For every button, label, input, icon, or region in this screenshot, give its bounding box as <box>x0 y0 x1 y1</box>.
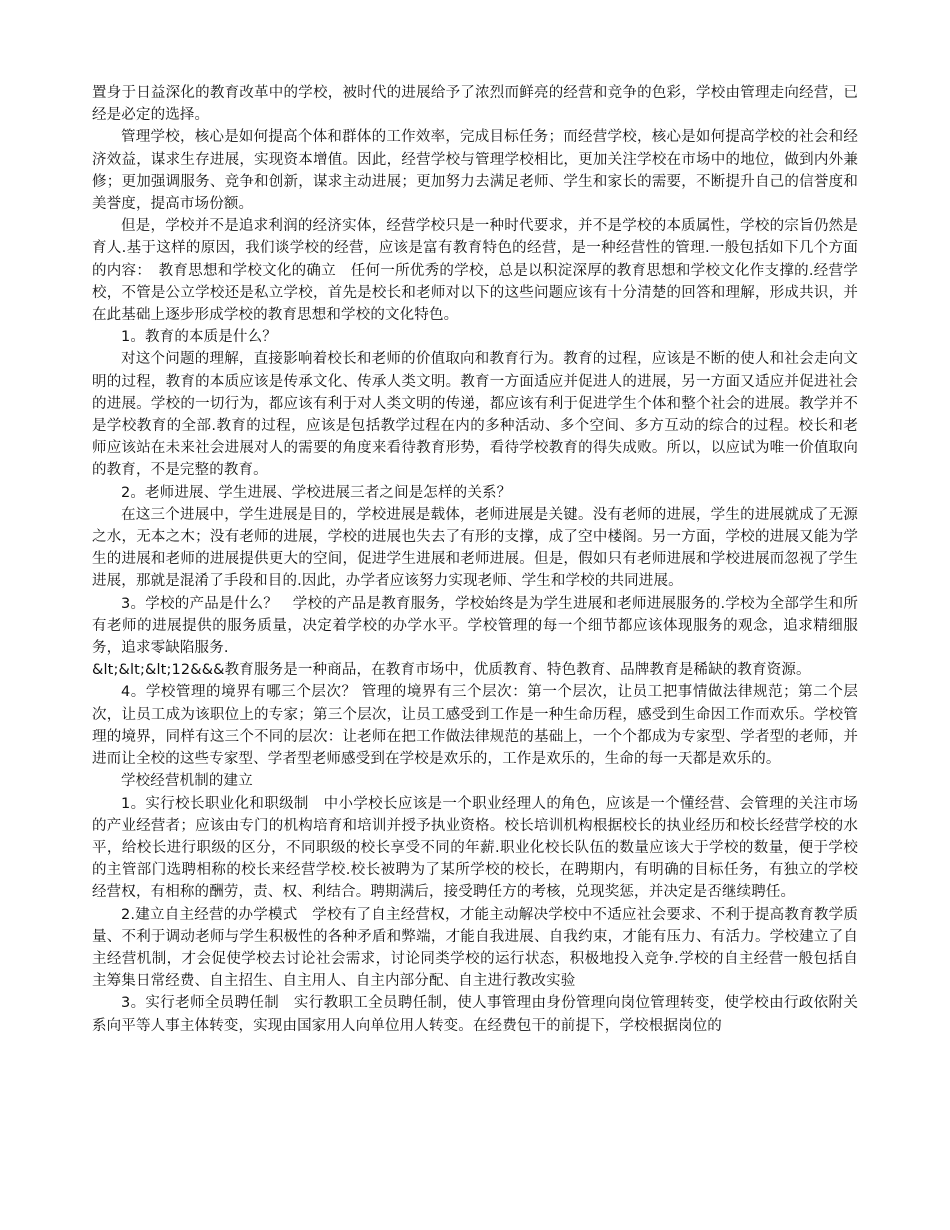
paragraph-intro: 置身于日益深化的教育改革中的学校，被时代的进展给予了浓烈而鲜亮的经营和竞争的色彩，学校由管理走向经营，已经是必定的选择。 <box>92 85 858 124</box>
question-heading-1: 1。教育的本质是什么？ <box>121 329 277 346</box>
paragraph-principal-professional: 1。实行校长职业化和职级制 中小学校长应该是一个职业经理人的角色，应该是一个懂经营、会管理的关注市场的产业经营者；应该由专门的机构培育和培训并授予执业资格。校长培训机构根据校长的执业经历和校长经营学校的水平，给校长进行职级的区分，不同职级的校长享受不同的年薪.职业化校长队伍的数量应该大于学校的数量，便于学校的主管部门选聘相称的校长来经营学校.校长被聘为了某所学校的校长，在聘期内，有明确的目标任务，有独立的学校经营权，有相称的酬劳，责、权、利结合。聘期满后，接受聘任方的考核，兑现奖惩，并决定是否继续聘任。 <box>92 795 858 901</box>
paragraph-school-product: 3。学校的产品是什么？ 学校的产品是教育服务，学校始终是为学生进展和老师进展服务的.学校为全部学生和所有老师的进展提供的服务质量，决定着学校的办学水平。学校管理的每一个细节都应该体现服务的观念，追求精细服务，追求零缺陷服务. <box>92 595 858 657</box>
section-heading-mechanism: 学校经营机制的建立 <box>121 773 253 790</box>
paragraph-education-culture: 但是，学校并不是追求利润的经济实体，经营学校只是一种时代要求，并不是学校的本质属性，学校的宗旨仍然是育人.基于这样的原因，我们谈学校的经营，应该是富有教育特色的经营，是一种经营性的管理.一般包括如下几个方面的内容： 教育思想和学校文化的确立 任何一所优秀的学校，总是以积淀深厚的教育思想和学校文化作支撑的.经营学校，不管是公立学校还是私立学校，首先是校长和老师对以下的这些问题应该有十分清楚的回答和理解，形成共识，并在此基础上逐步形成学校的教育思想和学校的文化特色。 <box>92 218 858 324</box>
paragraph-teacher-appointment: 3。实行老师全员聘任制 实行教职工全员聘任制，使人事管理由身份管理向岗位管理转变，使学校由行政依附关系向平等人事主体转变，实现由国家用人向单位用人转变。在经费包干的前提下，学校根据岗位的 <box>92 995 858 1034</box>
paragraph-management-levels: 4。学校管理的境界有哪三个层次？ 管理的境界有三个层次：第一个层次，让员工把事情做法律规范；第二个层次，让员工成为该职位上的专家；第三个层次，让员工感受到工作是一种生命历程，感受到生命因工作而欢乐。学校管理的境界，同样有这三个不同的层次：让老师在把工作做法律规范的基础上，一个个都成为专家型、学者型的老师，并进而让全校的这些专家型、学者型老师感受到在学校是欢乐的，工作是欢乐的，生命的每一天都是欢乐的。 <box>92 684 858 768</box>
document-body <box>92 82 858 1037</box>
paragraph-three-developments: 在这三个进展中，学生进展是目的，学校进展是载体，老师进展是关键。没有老师的进展，学生的进展就成了无源之水，无本之木；没有老师的进展，学校的进展也失去了有形的支撑，成了空中楼阁。另一方面，学校的进展又能为学生的进展和老师的进展提供更大的空间，促进学生进展和老师进展。但是，假如只有老师进展和学校进展而忽视了学生进展，那就是混淆了手段和目的.因此，办学者应该努力实现老师、学生和学校的共同进展。 <box>92 506 858 590</box>
paragraph-education-essence: 对这个问题的理解，直接影响着校长和老师的价值取向和教育行为。教育的过程，应该是不断的使人和社会走向文明的过程，教育的本质应该是传承文化、传承人类文明。教育一方面适应并促进人的进展，另一方面又适应并促进社会的进展。学校的一切行为，都应该有利于对人类文明的传递，都应该有利于促进学生个体和整个社会的进展。教学并不是学校教育的全部.教育的过程，应该是包括教学过程在内的多种活动、多个空间、多方互动的综合的过程。校长和老师应该站在未来社会进展对人的需要的角度来看待教育形势，看待学校教育的得失成败。所以，以应试为唯一价值取向的教育，不是完整的教育。 <box>92 351 858 479</box>
paragraph-autonomous-operation: 2.建立自主经营的办学模式 学校有了自主经营权，才能主动解决学校中不适应社会要求、不利于提高教育教学质量、不利于调动老师与学生积极性的各种矛盾和弊端，才能自我进展、自我约束，才能有压力、有活力。学校建立了自主经营机制，才会促使学校去讨论社会需求，讨论同类学校的运行状态，积极地投入竞争.学校的自主经营一般包括自主筹集日常经费、自主招生、自主用人、自主内部分配、自主进行教改实验 <box>92 906 858 990</box>
question-heading-2: 2。老师进展、学生进展、学校进展三者之间是怎样的关系？ <box>121 484 512 501</box>
paragraph-management-vs-operation: 管理学校，核心是如何提高个体和群体的工作效率，完成目标任务；而经营学校，核心是如何提高学校的社会和经济效益，谋求生存进展，实现资本增值。因此，经营学校与管理学校相比，更加关注学校在市场中的地位，做到内外兼修；更加强调服务、竞争和创新，谋求主动进展；更加努力去满足老师、学生和家长的需要，不断提升自己的信誉度和美誉度，提高市场份额。 <box>92 129 858 213</box>
paragraph-education-service: &lt;&lt;&lt;12&&&教育服务是一种商品，在教育市场中，优质教育、特色教育、品牌教育是稀缺的教育资源。 <box>92 662 811 679</box>
